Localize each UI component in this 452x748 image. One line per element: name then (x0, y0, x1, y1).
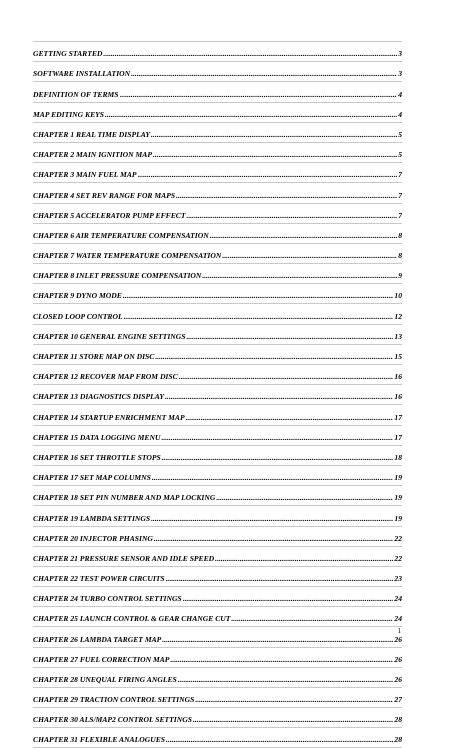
toc-dot-leader (162, 635, 393, 644)
toc-entry-page: 15 (394, 352, 402, 361)
toc-entry[interactable] (33, 667, 402, 687)
toc-entry-title: CHAPTER 13 DIAGNOSTICS DISPLAY (33, 392, 165, 402)
toc-entry-page: 3 (398, 49, 402, 59)
toc-entry-page: 4 (398, 89, 402, 99)
toc-dot-leader (186, 211, 397, 220)
toc-entry[interactable] (33, 707, 402, 727)
toc-dot-leader (155, 352, 393, 361)
toc-dot-leader (138, 170, 398, 179)
toc-entry-title: CHAPTER 1 REAL TIME DISPLAY (33, 129, 151, 139)
toc-dot-leader (120, 90, 398, 99)
toc-entry-page: 28 (394, 715, 402, 725)
toc-entry[interactable] (33, 324, 402, 344)
toc-dot-leader (176, 191, 397, 200)
toc-entry-title: CHAPTER 9 DYNO MODE (33, 291, 122, 301)
toc-entry-page: 3 (398, 69, 402, 79)
toc-entry[interactable] (33, 122, 402, 142)
toc-entry-title: CHAPTER 14 STARTUP ENRICHMENT MAP (33, 412, 185, 422)
toc-entry-title: DEFINITION OF TERMS (33, 89, 119, 99)
toc-entry-title: CHAPTER 8 INLET PRESSURE COMPENSATION (33, 271, 202, 281)
toc-entry[interactable] (33, 626, 402, 646)
toc-entry-page: 26 (394, 654, 402, 664)
toc-dot-leader (216, 493, 393, 502)
toc-dot-leader (123, 291, 394, 300)
toc-dot-leader (131, 69, 397, 78)
toc-entry-title: CHAPTER 11 STORE MAP ON DISC (33, 352, 155, 361)
toc-entry[interactable] (33, 203, 402, 223)
toc-entry-page: 27 (394, 695, 402, 705)
toc-entry-title: SOFTWARE INSTALLATION (33, 69, 131, 79)
toc-entry[interactable] (33, 586, 402, 606)
toc-dot-leader (222, 251, 397, 260)
toc-entry-page: 19 (394, 473, 402, 483)
toc-entry-title: CHAPTER 30 ALS/MAP2 CONTROL SETTINGS (33, 715, 192, 725)
toc-entry-page: 18 (394, 452, 402, 462)
toc-dot-leader (153, 150, 397, 159)
toc-entry-title: CHAPTER 15 DATA LOGGING MENU (33, 432, 161, 442)
toc-entry-title: CHAPTER 18 SET PIN NUMBER AND MAP LOCKING (33, 493, 216, 503)
toc-entry-page: 8 (398, 230, 402, 240)
toc-entry-page: 26 (394, 675, 402, 684)
toc-entry[interactable] (33, 364, 402, 384)
toc-entry-page: 13 (394, 331, 402, 341)
toc-dot-leader (231, 614, 393, 623)
toc-entry[interactable] (33, 404, 402, 424)
toc-dot-leader (186, 413, 394, 422)
toc-entry[interactable] (33, 546, 402, 566)
toc-dot-leader (186, 332, 393, 341)
toc-entry-page: 17 (394, 412, 402, 422)
toc-dot-leader (161, 433, 393, 442)
toc-entry-title: CHAPTER 7 WATER TEMPERATURE COMPENSATION (33, 251, 222, 261)
toc-entry-title: CHAPTER 24 TURBO CONTROL SETTINGS (33, 594, 182, 604)
toc-dot-leader (215, 554, 393, 563)
toc-entry-title: CHAPTER 26 LAMBDA TARGET MAP (33, 634, 162, 644)
toc-entry-title: CHAPTER 3 MAIN FUEL MAP (33, 170, 137, 180)
toc-entry[interactable] (33, 223, 402, 243)
toc-entry[interactable] (33, 465, 402, 485)
toc-entry-page: 17 (394, 432, 402, 442)
toc-entry-title: CHAPTER 12 RECOVER MAP FROM DISC (33, 372, 178, 382)
toc-entry-title: CHAPTER 19 LAMBDA SETTINGS (33, 513, 151, 523)
toc-entry-page: 23 (394, 574, 402, 584)
toc-entry-page: 19 (394, 493, 402, 503)
toc-entry-page: 12 (394, 311, 402, 321)
toc-dot-leader (166, 574, 394, 583)
toc-entry-page: 16 (394, 392, 402, 402)
toc-dot-leader (179, 372, 394, 381)
toc-entry-title: CHAPTER 31 FLEXIBLE ANALOGUES (33, 734, 166, 744)
toc-dot-leader (170, 655, 393, 664)
toc-entry[interactable] (33, 243, 402, 263)
toc-entry-page: 22 (394, 533, 402, 543)
toc-dot-leader (165, 392, 393, 401)
toc-dot-leader (193, 715, 393, 724)
toc-entry-title: CHAPTER 29 TRACTION CONTROL SETTINGS (33, 695, 195, 705)
toc-dot-leader (152, 473, 394, 482)
page-number: 1 (397, 627, 401, 635)
toc-entry[interactable] (33, 566, 402, 586)
toc-entry[interactable] (33, 425, 402, 445)
toc-entry[interactable] (33, 505, 402, 525)
toc-entry-page: 22 (394, 553, 402, 563)
toc-entry-page: 24 (394, 594, 402, 604)
toc-entry-page: 16 (394, 372, 402, 382)
toc-entry-title: CHAPTER 2 MAIN IGNITION MAP (33, 150, 152, 160)
toc-entry[interactable] (33, 445, 402, 465)
toc-entry[interactable] (33, 303, 402, 323)
toc-entry[interactable] (33, 727, 402, 747)
toc-dot-leader (151, 130, 397, 139)
toc-entry-title: CHAPTER 17 SET MAP COLUMNS (33, 473, 151, 483)
toc-entry-page: 7 (398, 210, 402, 220)
toc-dot-leader (103, 49, 397, 58)
toc-entry-page: 7 (398, 190, 402, 200)
toc-entry-title: CHAPTER 16 SET THROTTLE STOPS (33, 452, 161, 462)
toc-dot-leader (166, 735, 393, 744)
toc-dot-leader (154, 534, 394, 543)
toc-dot-leader (105, 110, 397, 119)
toc-entry[interactable] (33, 606, 402, 626)
toc-entry[interactable] (33, 647, 402, 667)
table-of-contents (33, 41, 402, 748)
toc-entry[interactable] (33, 102, 402, 122)
toc-entry-page: 7 (398, 170, 402, 180)
toc-entry-title: CLOSED LOOP CONTROL (33, 311, 123, 321)
toc-entry-title: CHAPTER 6 AIR TEMPERATURE COMPENSATION (33, 230, 209, 240)
toc-entry[interactable] (33, 81, 402, 101)
toc-entry-page: 28 (394, 734, 402, 744)
toc-dot-leader (202, 271, 397, 280)
toc-dot-leader (124, 312, 394, 321)
toc-entry[interactable] (33, 344, 402, 364)
toc-entry-title: CHAPTER 4 SET REV RANGE FOR MAPS (33, 190, 176, 200)
toc-entry-title: CHAPTER 27 FUEL CORRECTION MAP (33, 654, 170, 664)
toc-entry[interactable] (33, 41, 402, 61)
toc-entry-title: CHAPTER 10 GENERAL ENGINE SETTINGS (33, 331, 186, 341)
toc-entry-title: CHAPTER 22 TEST POWER CIRCUITS (33, 574, 165, 584)
toc-entry[interactable] (33, 61, 402, 81)
toc-entry-page: 9 (398, 271, 402, 281)
toc-dot-leader (195, 695, 393, 704)
toc-entry[interactable] (33, 485, 402, 505)
toc-entry[interactable] (33, 142, 402, 162)
toc-entry-page: 8 (398, 251, 402, 261)
toc-entry-title: CHAPTER 5 ACCELERATOR PUMP EFFECT (33, 210, 186, 220)
toc-dot-leader (210, 231, 398, 240)
toc-entry-page: 19 (394, 513, 402, 523)
toc-entry-page: 26 (394, 634, 402, 644)
toc-dot-leader (178, 675, 394, 684)
toc-entry-page: 4 (398, 109, 402, 119)
toc-entry[interactable] (33, 182, 402, 202)
toc-dot-leader (151, 514, 393, 523)
toc-entry-title: GETTING STARTED (33, 49, 103, 59)
toc-entry-title: CHAPTER 28 UNEQUAL FIRING ANGLES (33, 675, 177, 684)
toc-entry-page: 5 (398, 150, 402, 160)
toc-entry[interactable] (33, 526, 402, 546)
toc-entry-title: CHAPTER 20 INJECTOR PHASING (33, 533, 153, 543)
toc-entry-page: 10 (394, 291, 402, 301)
toc-entry-page: 5 (398, 129, 402, 139)
toc-dot-leader (183, 594, 394, 603)
toc-entry-title: CHAPTER 21 PRESSURE SENSOR AND IDLE SPEED (33, 553, 215, 563)
toc-entry[interactable] (33, 384, 402, 404)
toc-entry[interactable] (33, 283, 402, 303)
toc-dot-leader (162, 453, 394, 462)
toc-entry-title: MAP EDITING KEYS (33, 109, 105, 119)
toc-entry-title: CHAPTER 25 LAUNCH CONTROL & GEAR CHANGE CUT (33, 614, 231, 624)
toc-entry-page: 24 (394, 614, 402, 624)
toc-entry[interactable] (33, 263, 402, 283)
toc-entry[interactable] (33, 162, 402, 182)
toc-entry[interactable] (33, 687, 402, 707)
